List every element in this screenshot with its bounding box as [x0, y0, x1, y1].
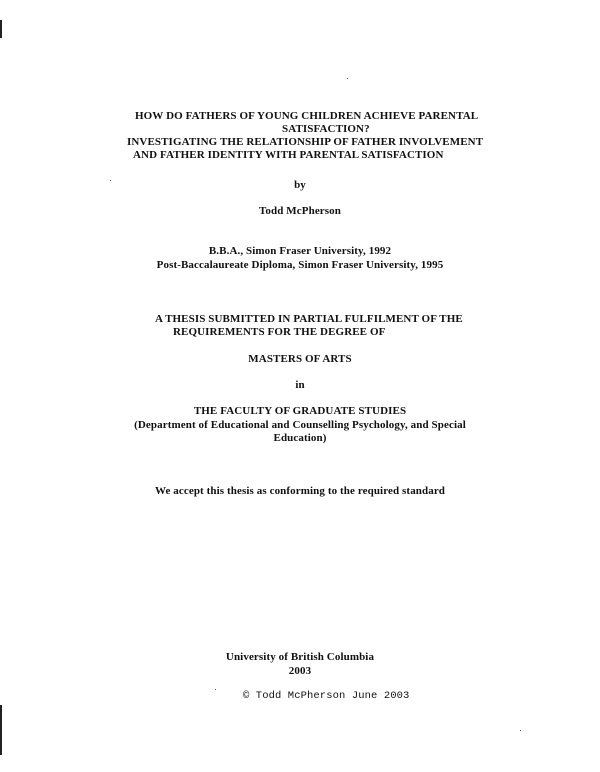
institution-name: University of British Columbia [225, 651, 375, 663]
prior-degree-2: Post-Baccalaureate Diploma, Simon Fraser University, 1995 [156, 259, 444, 271]
faculty-name: THE FACULTY OF GRADUATE STUDIES [193, 405, 407, 417]
thesis-title-line-2: SATISFACTION? [282, 123, 370, 135]
scan-speck [347, 78, 348, 79]
scan-speck [520, 730, 521, 731]
by-label: by [294, 179, 306, 191]
degree-name: MASTERS OF ARTS [248, 353, 352, 365]
acceptance-statement: We accept this thesis as conforming to the required standard [154, 485, 446, 497]
submission-statement-line-2: REQUIREMENTS FOR THE DEGREE OF [173, 326, 386, 338]
institution-year: 2003 [288, 665, 312, 677]
scan-edge-mark-top [0, 20, 2, 38]
submission-statement-line-1: A THESIS SUBMITTED IN PARTIAL FULFILMENT OF THE [155, 313, 463, 325]
department-line-1: (Department of Educational and Counselling Psychology, and Special [134, 419, 466, 431]
copyright-notice: © Todd McPherson June 2003 [243, 690, 410, 702]
thesis-title-line-1: HOW DO FATHERS OF YOUNG CHILDREN ACHIEVE PARENTAL [135, 110, 479, 122]
author-name: Todd McPherson [259, 205, 341, 217]
thesis-title-line-4: AND FATHER IDENTITY WITH PARENTAL SATISFACTION [133, 149, 444, 161]
in-label: in [295, 379, 305, 391]
department-line-2: Education) [273, 432, 327, 444]
scan-edge-mark-bottom [0, 705, 2, 755]
prior-degree-1: B.B.A., Simon Fraser University, 1992 [208, 245, 392, 257]
scan-speck [215, 689, 216, 690]
thesis-title-line-3: INVESTIGATING THE RELATIONSHIP OF FATHER INVOLVEMENT [127, 136, 484, 148]
